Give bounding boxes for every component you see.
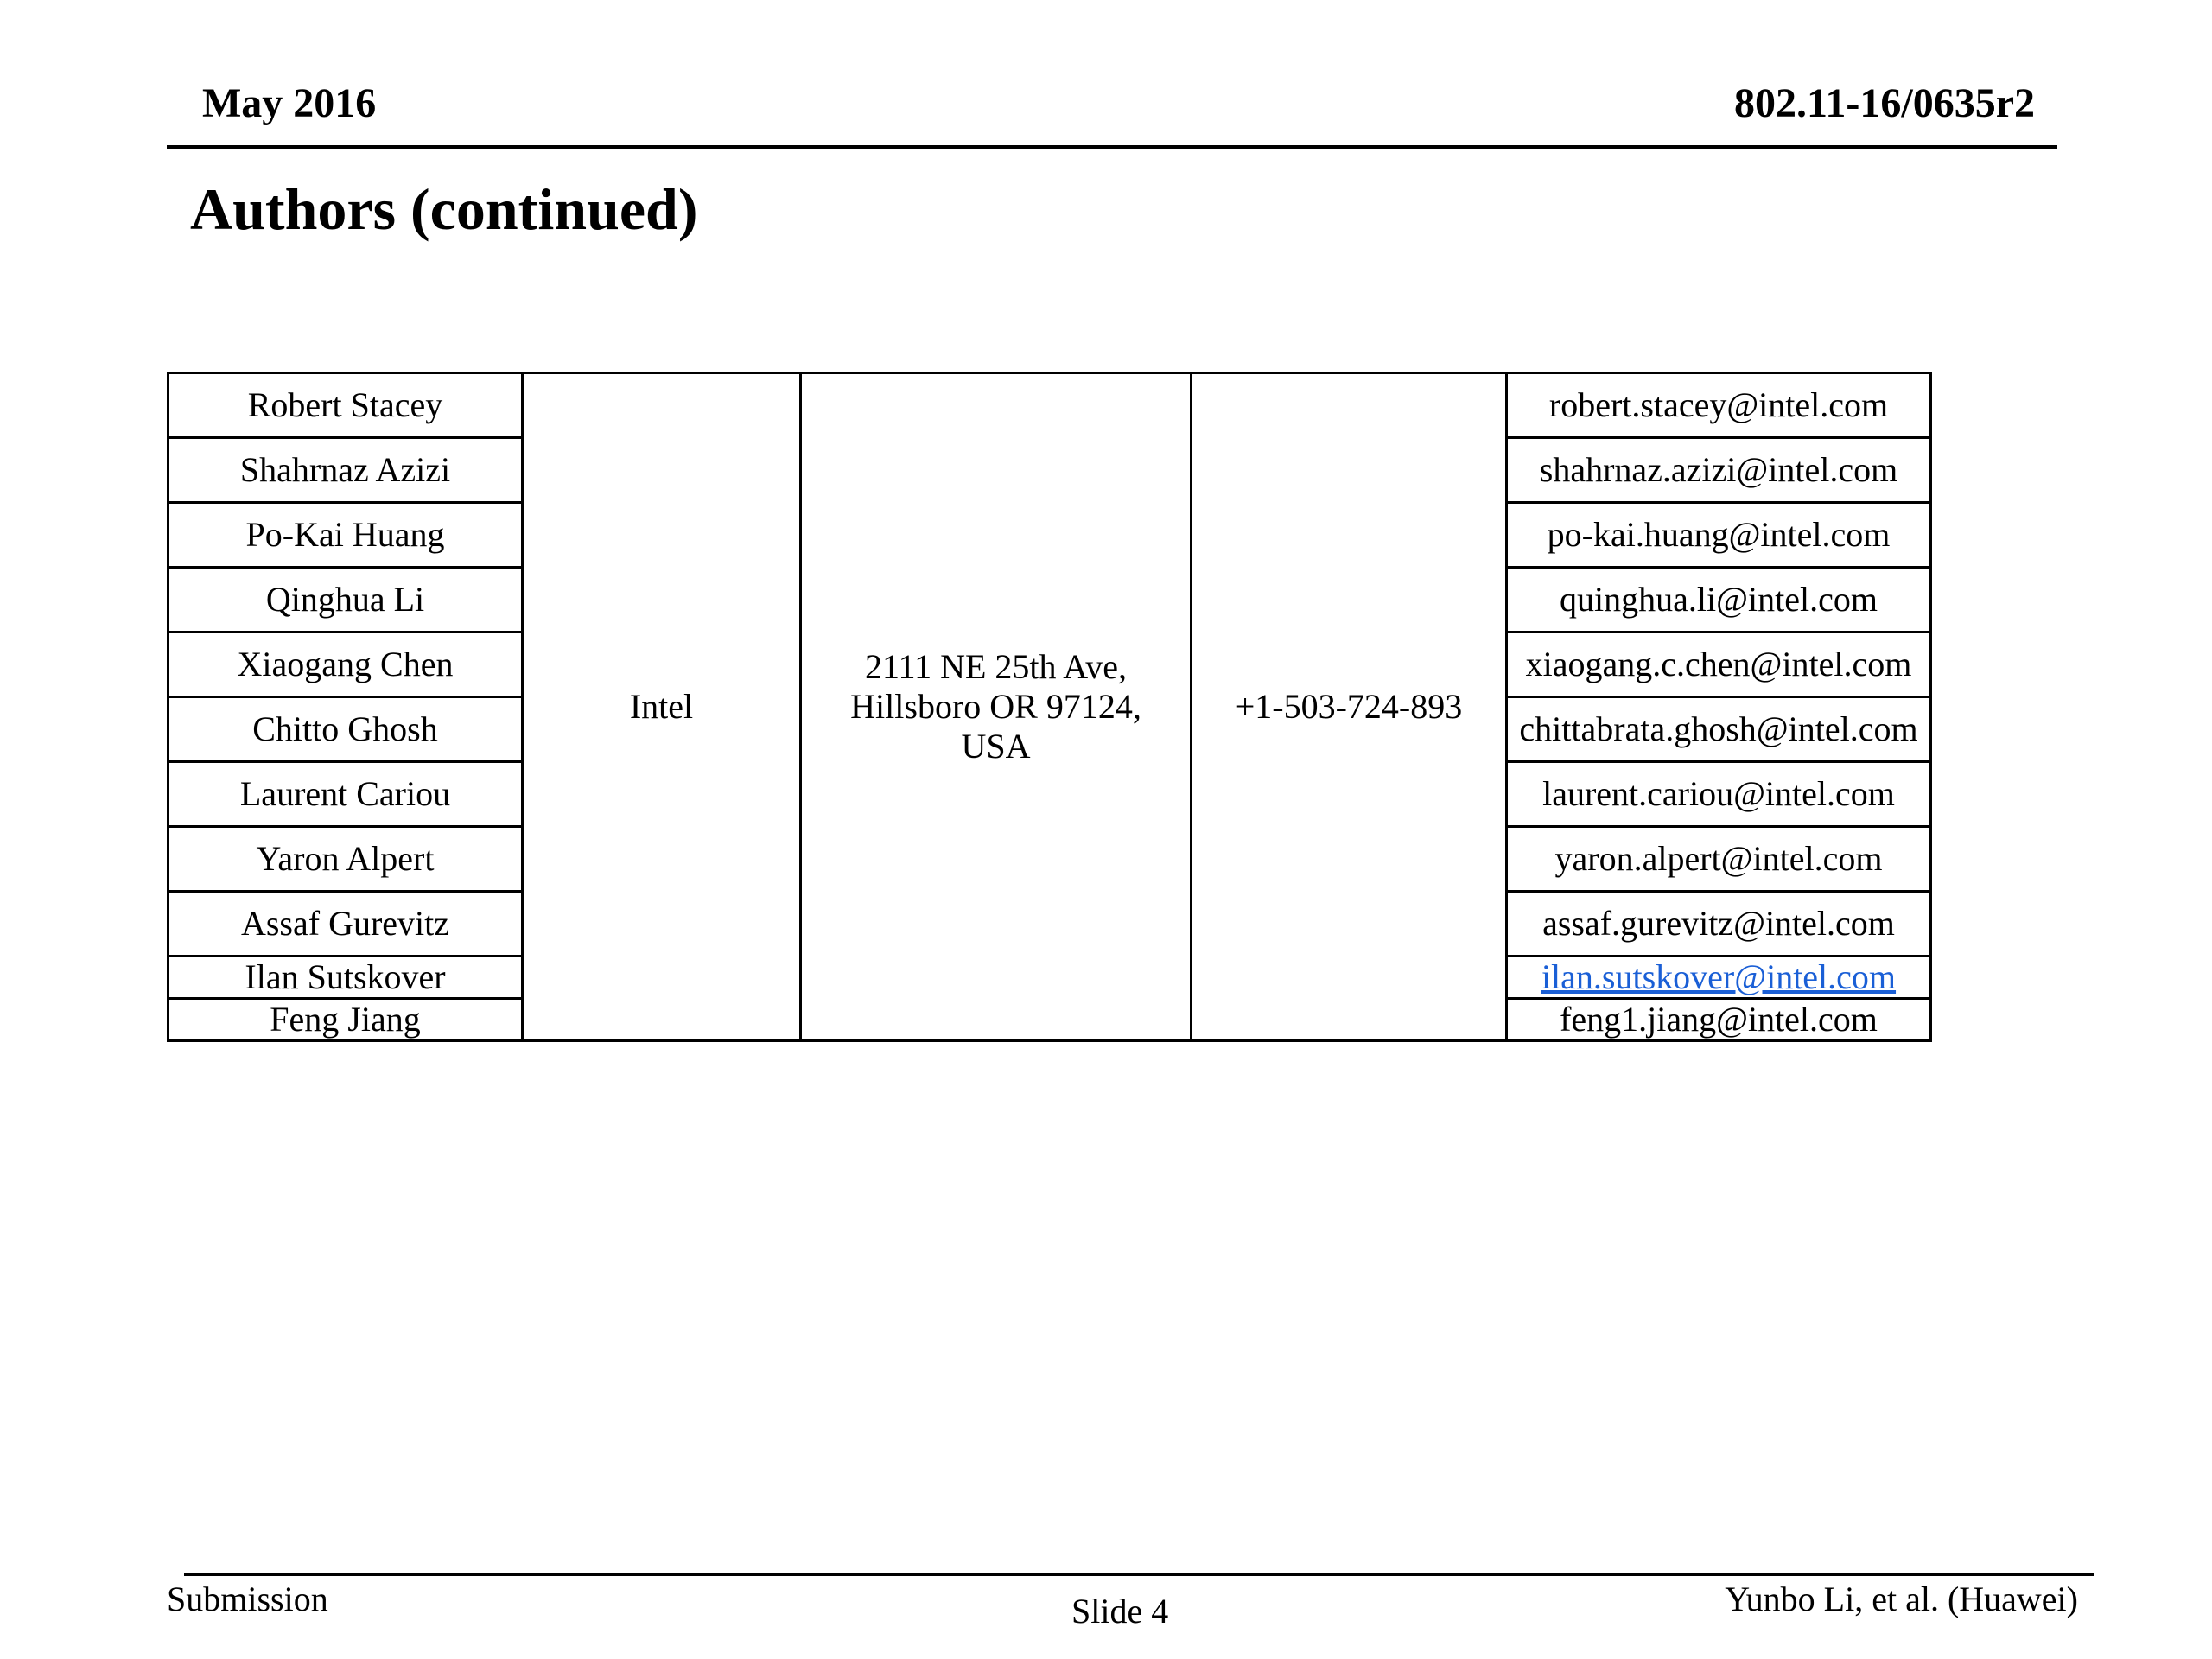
author-email: assaf.gurevitz@intel.com [1507, 892, 1931, 957]
author-name: Yaron Alpert [168, 827, 523, 892]
address-line: USA [961, 727, 1031, 766]
table-row [168, 373, 1931, 438]
author-name: Feng Jiang [168, 999, 523, 1041]
author-email: yaron.alpert@intel.com [1507, 827, 1931, 892]
author-email-cell [1507, 957, 1931, 999]
author-name: Chitto Ghosh [168, 697, 523, 762]
authors-table [167, 372, 1932, 1042]
author-email: robert.stacey@intel.com [1507, 373, 1931, 438]
author-email: shahrnaz.azizi@intel.com [1507, 438, 1931, 503]
address-line: 2111 NE 25th Ave, [865, 647, 1127, 686]
address-cell [801, 373, 1192, 1041]
slide-title: Authors (continued) [190, 176, 698, 242]
header-doc-id: 802.11-16/0635r2 [1734, 80, 2035, 126]
address-line: Hillsboro OR 97124, [850, 687, 1141, 726]
author-email: quinghua.li@intel.com [1507, 568, 1931, 632]
header-date: May 2016 [202, 80, 377, 126]
author-name: Po-Kai Huang [168, 503, 523, 568]
author-name: Shahrnaz Azizi [168, 438, 523, 503]
author-name: Assaf Gurevitz [168, 892, 523, 957]
author-email: laurent.cariou@intel.com [1507, 762, 1931, 827]
footer-submission: Submission [167, 1580, 328, 1618]
author-email: chittabrata.ghosh@intel.com [1507, 697, 1931, 762]
footer-author: Yunbo Li, et al. (Huawei) [1725, 1580, 2078, 1618]
author-name: Qinghua Li [168, 568, 523, 632]
header-divider [167, 145, 2057, 149]
phone-cell: +1-503-724-893 [1192, 373, 1507, 1041]
author-email: feng1.jiang@intel.com [1507, 999, 1931, 1041]
footer-divider [184, 1573, 2094, 1576]
author-name: Xiaogang Chen [168, 632, 523, 697]
author-name: Ilan Sutskover [168, 957, 523, 999]
affiliation-cell: Intel [523, 373, 801, 1041]
author-name: Robert Stacey [168, 373, 523, 438]
author-name: Laurent Cariou [168, 762, 523, 827]
footer-slide-number: Slide 4 [1071, 1592, 1169, 1630]
author-email: po-kai.huang@intel.com [1507, 503, 1931, 568]
author-email: xiaogang.c.chen@intel.com [1507, 632, 1931, 697]
author-email-link[interactable]: ilan.sutskover@intel.com [1541, 957, 1897, 996]
